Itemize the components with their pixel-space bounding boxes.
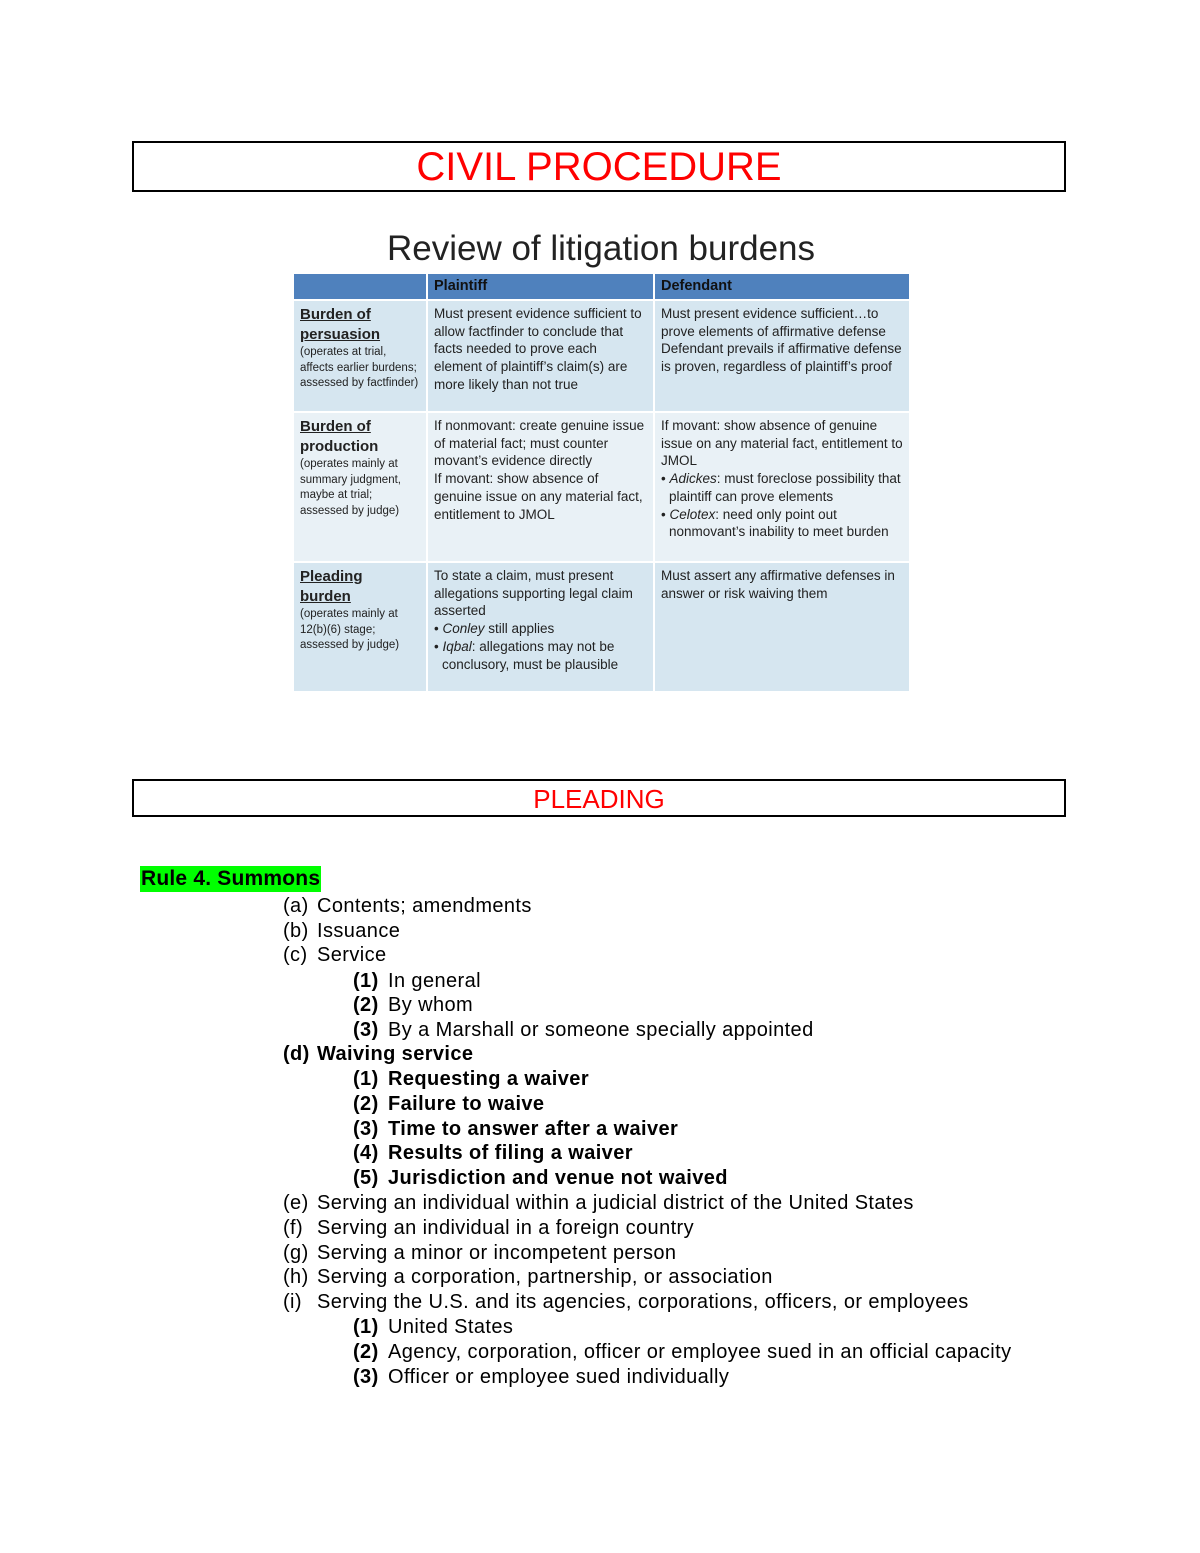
pleading-heading: PLEADING — [132, 779, 1066, 817]
outline-subitem: (4) Results of filing a waiver — [353, 1142, 633, 1164]
bullet-item: • Adickes: must foreclose possibility that plaintiff can prove elements — [661, 471, 901, 504]
outline-subitem: (2) Failure to waive — [353, 1093, 545, 1115]
plaintiff-cell — [427, 300, 654, 412]
row-title: burden — [300, 588, 351, 605]
bullet-item: • Conley still applies — [434, 621, 555, 637]
outline-subitem: (3) Time to answer after a waiver — [353, 1118, 679, 1140]
outline-subitem: (5) Jurisdiction and venue not waived — [353, 1167, 728, 1189]
row-title: Pleading — [300, 568, 363, 585]
outline-subitem: (3) By a Marshall or someone specially appointed — [353, 1019, 814, 1041]
table-row — [294, 562, 910, 691]
outline-subitem: (2) Agency, corporation, officer or employee sued in an official capacity — [353, 1341, 1012, 1363]
litigation-burdens-slide — [292, 224, 910, 696]
outline-subitem: (1) In general — [353, 970, 481, 992]
cell-text: To state a claim, must present allegations supporting legal claim asserted — [434, 568, 633, 619]
table-row — [294, 300, 910, 412]
cell-text: If nonmovant: create genuine issue of material fact; must counter movant’s evidence directly — [434, 418, 645, 469]
outline-subitem: (1) Requesting a waiver — [353, 1068, 589, 1090]
row-note: (operates mainly at summary judgment, maybe at trial; assessed by judge) — [300, 458, 401, 517]
outline-item: (e) Serving an individual within a judicial district of the United States — [283, 1192, 914, 1214]
cell-text: Must present evidence sufficient to allow factfinder to conclude that facts needed to prove each element of plaintiff’s claim(s) are more likely than not true — [434, 306, 642, 392]
outline-item: (d) Waiving service — [283, 1043, 474, 1065]
burdens-table — [294, 274, 911, 691]
table-row — [294, 412, 910, 562]
row-title: Burden of — [300, 418, 371, 435]
cell-text: If movant: show absence of genuine issue on any material fact, entitlement to JMOL — [434, 471, 643, 522]
row-head — [294, 412, 427, 562]
outline-item: (c) Service — [283, 944, 387, 966]
defendant-cell — [654, 412, 910, 562]
table-header-row — [294, 274, 910, 300]
cell-text: Defendant prevails if affirmative defense is proven, regardless of plaintiff’s proof — [661, 341, 902, 375]
defendant-cell — [654, 300, 910, 412]
row-note: (operates mainly at 12(b)(6) stage; assessed by judge) — [300, 608, 400, 651]
row-title: production — [300, 438, 379, 455]
row-note: (operates at trial, affects earlier burdens; assessed by factfinder) — [300, 346, 419, 389]
outline-item: (f) Serving an individual in a foreign country — [283, 1217, 695, 1239]
bullet-item: • Celotex: need only point out nonmovant’s inability to meet burden — [661, 506, 889, 540]
row-title: Burden of — [300, 306, 371, 323]
column-header — [294, 274, 427, 300]
cell-text: Must present evidence sufficient…to prove elements of affirmative defense — [661, 306, 886, 339]
outline-item: (g) Serving a minor or incompetent person — [283, 1242, 677, 1264]
column-header-plaintiff: Plaintiff — [427, 274, 654, 300]
rule-4-heading: Rule 4. Summons — [141, 867, 321, 890]
outline-item: (h) Serving a corporation, partnership, or association — [283, 1266, 773, 1288]
civil-procedure-heading: CIVIL PROCEDURE — [132, 141, 1066, 192]
slide-title: Review of litigation burdens — [386, 229, 815, 268]
defendant-cell — [654, 562, 910, 691]
row-head — [294, 300, 427, 412]
cell-text: Must assert any affirmative defenses in answer or risk waiving them — [661, 568, 895, 601]
row-head — [294, 562, 427, 691]
row-title: persuasion — [300, 326, 381, 343]
cell-text: If movant: show absence of genuine issue on any material fact, entitlement to JMOL — [661, 418, 903, 469]
plaintiff-cell — [427, 562, 654, 691]
outline-item: (a) Contents; amendments — [283, 895, 532, 917]
outline-subitem: (3) Officer or employee sued individually — [353, 1366, 730, 1388]
column-header-defendant: Defendant — [654, 274, 910, 300]
outline-item: (i) Serving the U.S. and its agencies, corporations, officers, or employees — [283, 1291, 969, 1313]
plaintiff-cell — [427, 412, 654, 562]
bullet-item: • Iqbal: allegations may not be conclusory, must be plausible — [434, 638, 619, 672]
outline-subitem: (1) United States — [353, 1316, 514, 1338]
outline-item: (b) Issuance — [283, 920, 401, 942]
outline-subitem: (2) By whom — [353, 994, 474, 1016]
